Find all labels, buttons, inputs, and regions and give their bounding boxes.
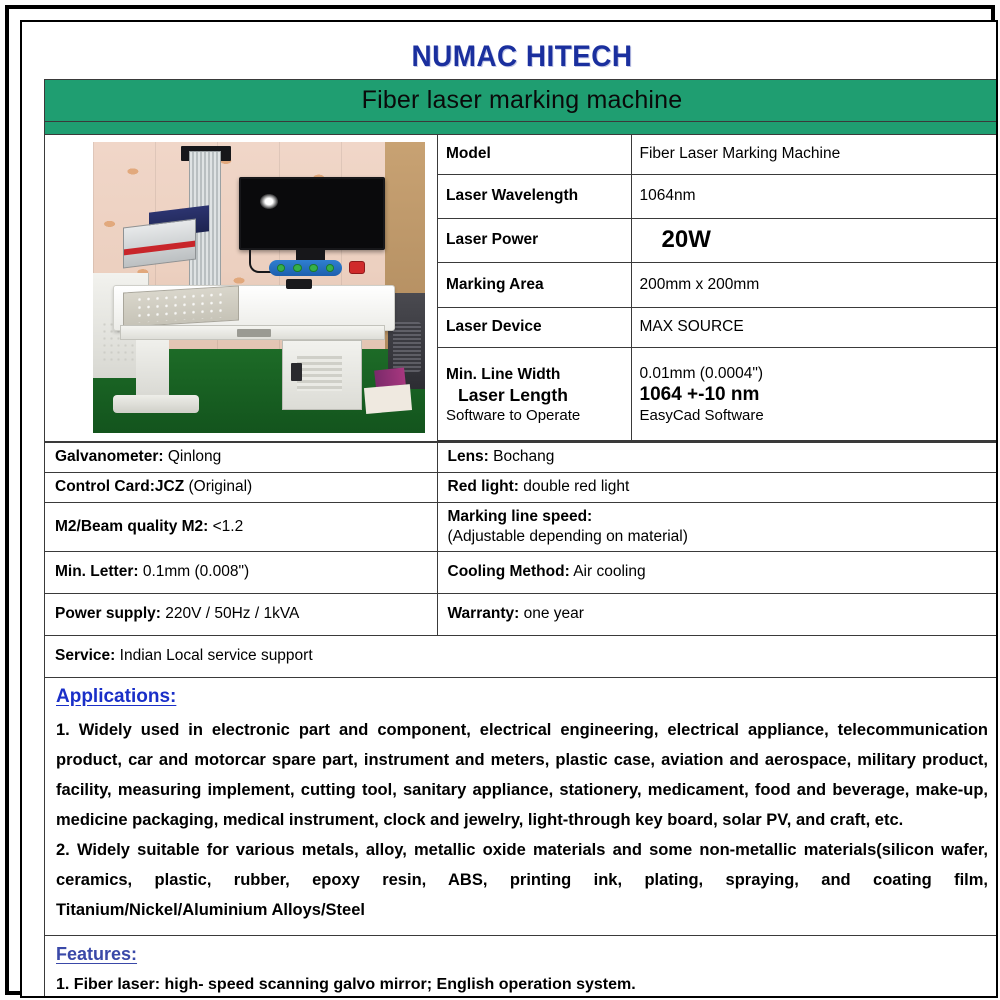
attr-value: one year bbox=[523, 605, 584, 622]
photo-monitor bbox=[239, 177, 385, 250]
photo-control-panel bbox=[269, 260, 342, 276]
attr-key: Red light: bbox=[447, 478, 519, 495]
spec-label-model: Model bbox=[438, 135, 631, 174]
attr-power-supply bbox=[45, 593, 437, 635]
spec-row-line-width-group bbox=[438, 347, 998, 440]
specification-table bbox=[438, 135, 998, 441]
spec-row-model bbox=[438, 135, 998, 174]
photo-paper bbox=[364, 384, 413, 414]
applications-heading: Applications: bbox=[56, 686, 177, 707]
attr-value: Bochang bbox=[493, 448, 555, 465]
table-row bbox=[45, 442, 998, 472]
spec-label-stack bbox=[446, 364, 623, 424]
photo-drawer bbox=[120, 325, 386, 340]
photo-emergency-stop bbox=[349, 261, 366, 274]
attr-key: Power supply: bbox=[55, 605, 161, 622]
photo-panel-button bbox=[293, 264, 302, 272]
spec-label-laser-length: Laser Length bbox=[458, 384, 568, 405]
attr-key: Lens: bbox=[447, 448, 489, 465]
attr-control-card bbox=[45, 472, 437, 502]
attr-beam-quality bbox=[45, 502, 437, 551]
spec-value-min-line-width: 0.01mm (0.0004") bbox=[639, 365, 764, 382]
attr-value: Qinlong bbox=[167, 448, 222, 465]
spec-label-laser-device: Laser Device bbox=[438, 307, 631, 347]
attr-red-light bbox=[437, 472, 998, 502]
product-photo-cell bbox=[45, 135, 438, 441]
spec-value-group-cell bbox=[631, 347, 998, 440]
attr-value: 0.1mm (0.008") bbox=[142, 563, 250, 580]
attr-value: 220V / 50Hz / 1kVA bbox=[165, 605, 300, 622]
spec-label-software: Software to Operate bbox=[446, 406, 581, 424]
attr-marking-line-speed bbox=[437, 502, 998, 551]
table-row bbox=[45, 635, 998, 677]
spec-value-power: 20W bbox=[661, 226, 711, 253]
features-section bbox=[45, 935, 998, 998]
spec-value-wavelength: 1064nm bbox=[631, 174, 998, 218]
attr-value: Air cooling bbox=[573, 563, 646, 580]
attr-cooling-method bbox=[437, 551, 998, 593]
attr-value: (Adjustable depending on material) bbox=[447, 527, 688, 545]
spec-label-group-cell bbox=[438, 347, 631, 440]
applications-item-1: 1. Widely used in electronic part and component, electrical engineering, electrical appliance, telecommunication product, car and motorcar spare part, instrument and meters, plastic case, aviation and aerospace, military product, facility, measuring implement, cutting tool, sanitary appliance, stationery, medicament, food and beverage, make-up, medicine packaging, medical instrument, clock and jewelry, light-through key board, solar PV, and craft, etc. bbox=[56, 721, 988, 830]
attr-key: Marking line speed: bbox=[447, 507, 593, 525]
spec-row-power bbox=[438, 218, 998, 262]
attr-value: (Original) bbox=[188, 478, 253, 495]
product-title-banner: Fiber laser marking machine bbox=[45, 80, 998, 122]
spec-value-model: Fiber Laser Marking Machine bbox=[631, 135, 998, 174]
green-divider-strip bbox=[45, 122, 998, 135]
applications-section bbox=[45, 677, 998, 935]
photo-panel-button bbox=[309, 264, 318, 272]
attr-key: Min. Letter: bbox=[55, 563, 139, 580]
attr-min-letter bbox=[45, 551, 437, 593]
attr-warranty bbox=[437, 593, 998, 635]
outer-frame-border bbox=[5, 5, 995, 995]
table-row bbox=[45, 502, 998, 551]
spec-label-power: Laser Power bbox=[438, 218, 631, 262]
spec-value-marking-area: 200mm x 200mm bbox=[631, 262, 998, 307]
attr-key: Warranty: bbox=[447, 605, 520, 622]
spec-label-min-line-width: Min. Line Width bbox=[446, 365, 561, 383]
photo-panel-button bbox=[277, 264, 286, 272]
photo-keypad bbox=[286, 279, 313, 289]
attr-key: Service: bbox=[55, 647, 116, 665]
attr-value: <1.2 bbox=[212, 517, 244, 535]
applications-item-2: 2. Widely suitable for various metals, alloy, metallic oxide materials and some non-metallic materials(silicon wafer, ceramics, plastic, rubber, epoxy resin, ABS, printing ink, plating, spraying, and coating film, Titanium/Nickel/Aluminium Alloys/Steel bbox=[56, 841, 988, 920]
spec-value-power-cell bbox=[631, 218, 998, 262]
attr-lens bbox=[437, 442, 998, 472]
spec-row-laser-device bbox=[438, 307, 998, 347]
attr-value: Indian Local service support bbox=[119, 647, 313, 665]
photo-cabinet-switch bbox=[291, 363, 303, 380]
spec-label-marking-area: Marking Area bbox=[438, 262, 631, 307]
document-content bbox=[35, 35, 998, 998]
product-photo bbox=[93, 142, 425, 433]
spec-sheet bbox=[44, 79, 998, 998]
specification-table-cell bbox=[438, 135, 998, 441]
spec-value-stack bbox=[640, 363, 992, 424]
table-row bbox=[45, 551, 998, 593]
spec-row-marking-area bbox=[438, 262, 998, 307]
spec-row-wavelength bbox=[438, 174, 998, 218]
attr-galvanometer bbox=[45, 442, 437, 472]
inner-frame-border bbox=[20, 20, 998, 998]
attr-value: double red light bbox=[523, 478, 630, 495]
attr-key: Control Card:JCZ bbox=[55, 478, 185, 495]
photo-panel-button bbox=[326, 264, 335, 272]
table-row bbox=[45, 472, 998, 502]
attr-key: M2/Beam quality M2: bbox=[55, 517, 209, 535]
attr-service bbox=[45, 635, 998, 677]
spec-value-software: EasyCad Software bbox=[639, 407, 764, 424]
photo-table-foot bbox=[113, 395, 199, 412]
spec-value-laser-length: 1064 +-10 nm bbox=[639, 384, 760, 405]
photo-honeycomb-bed bbox=[123, 285, 239, 327]
spec-label-wavelength: Laser Wavelength bbox=[438, 174, 631, 218]
attributes-table bbox=[45, 442, 998, 678]
attr-key: Cooling Method: bbox=[447, 563, 570, 580]
spec-value-laser-device: MAX SOURCE bbox=[631, 307, 998, 347]
product-overview-section bbox=[45, 135, 998, 442]
attr-key: Galvanometer: bbox=[55, 448, 164, 465]
features-heading: Features: bbox=[56, 944, 138, 965]
table-row bbox=[45, 593, 998, 635]
company-title: NUMAC HITECH bbox=[411, 40, 633, 73]
features-item-1: 1. Fiber laser: high- speed scanning galvo mirror; English operation system. bbox=[56, 976, 636, 994]
